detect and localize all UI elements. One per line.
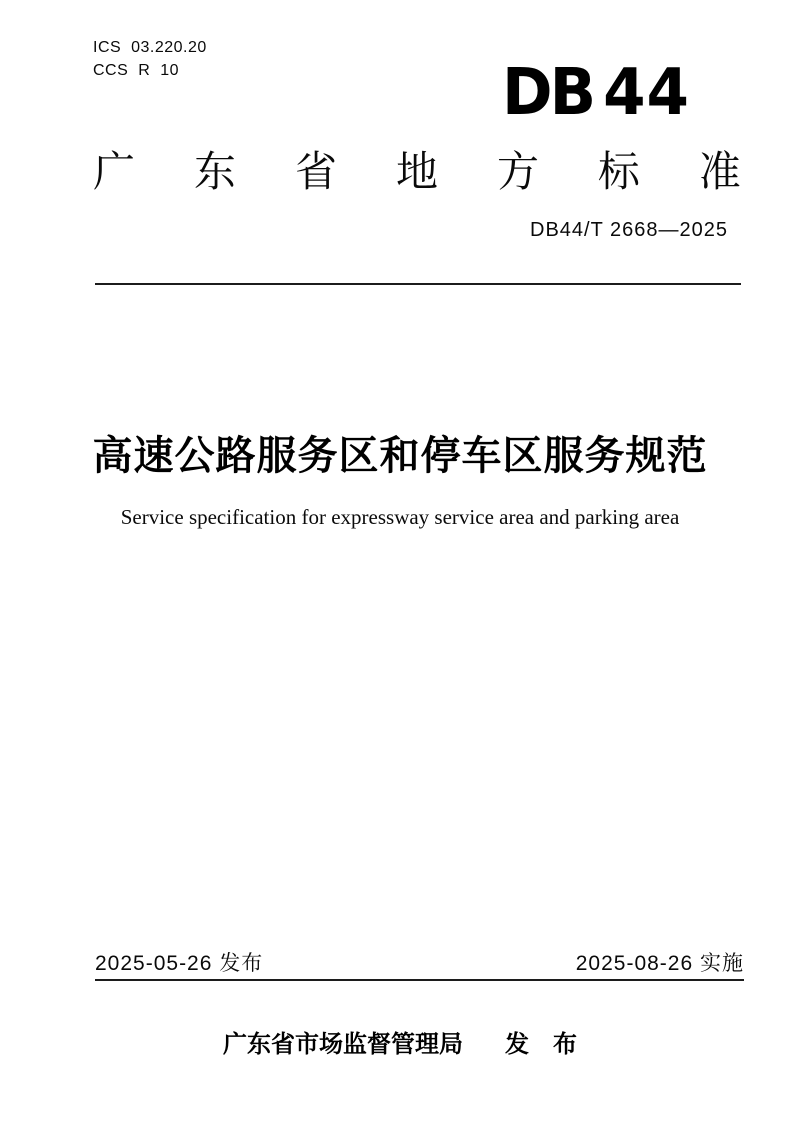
ics-code: ICS 03.220.20 xyxy=(93,39,207,56)
db44-logo-44: 44 xyxy=(603,55,690,130)
standard-number: DB44/T 2668—2025 xyxy=(530,219,728,241)
document-title-chinese: 高速公路服务区和停车区服务规范 xyxy=(92,434,708,478)
document-title-english: Service specification for expressway service area and parking area xyxy=(120,505,680,529)
standard-category-title xyxy=(93,147,741,197)
ccs-code: CCS R 10 xyxy=(93,62,180,79)
implementation-date: 2025-08-26 实施 xyxy=(575,952,744,975)
db44-logo xyxy=(501,55,690,130)
header-divider xyxy=(95,283,741,285)
category-char: 地 xyxy=(395,148,438,195)
issue-date: 2025-05-26 发布 xyxy=(95,952,264,975)
category-char: 准 xyxy=(698,148,741,195)
category-char: 省 xyxy=(294,148,337,195)
footer-divider xyxy=(95,979,744,981)
publisher-line xyxy=(0,1030,800,1060)
publisher-name: 广东省市场监督管理局 xyxy=(223,1031,463,1058)
publish-label: 发 布 xyxy=(505,1031,577,1058)
category-char: 广 xyxy=(93,148,136,195)
classification-codes xyxy=(93,36,207,82)
dates-row xyxy=(95,951,744,977)
category-char: 标 xyxy=(597,148,640,195)
category-char: 方 xyxy=(496,148,539,195)
category-char: 东 xyxy=(193,148,236,195)
db44-logo-db: DB xyxy=(501,55,594,130)
